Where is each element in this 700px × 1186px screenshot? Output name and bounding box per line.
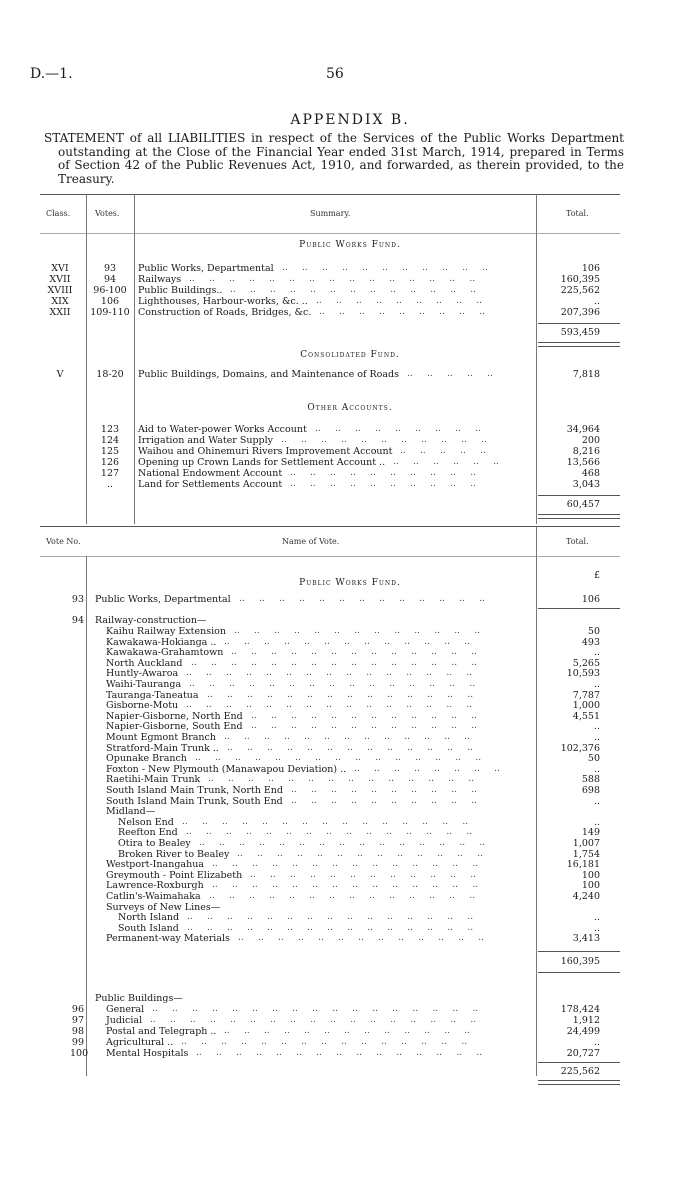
class-cell [40,468,80,479]
vote-name: Judicial [106,1015,143,1026]
class-cell: V [56,369,64,380]
vote-name: Postal and Telegraph .. [106,1026,217,1037]
summary-cell: Public Buildings.. [138,285,223,296]
total-cell: 588 [581,774,600,786]
leader-dots: .. .. .. .. .. .. .. .. .. .. .. .. .. [224,1026,485,1036]
vote-name: North Auckland [106,657,183,669]
total-cell: 149 [581,827,600,839]
total-cell: .. [593,912,600,924]
leader-dots: .. .. .. .. .. .. .. .. .. .. [290,468,491,478]
column-header-total: Total. [566,209,589,218]
total-cell: 1,000 [572,700,600,712]
vote-name: Huntly-Awaroa [106,668,179,680]
vote-name: Foxton - New Plymouth (Manawapou Deviation) .. [106,763,347,775]
table2-top-rule [40,526,620,527]
table1-top-rule [40,194,620,195]
total-cell: 698 [581,785,600,796]
leader-dots: .. .. .. .. .. .. .. .. .. [316,296,497,306]
leader-dots: .. .. .. .. .. .. .. .. .. .. .. .. .. .. .. [199,838,500,848]
leader-dots: .. .. .. .. .. [407,369,508,379]
vote-name: Waihi-Tauranga [106,679,182,690]
leader-dots: .. .. .. .. .. .. .. .. [354,764,515,774]
leader-dots: .. .. .. .. .. .. .. .. .. .. [291,796,492,806]
vote-name: Surveys of New Lines— [106,901,221,913]
total-cell [538,806,600,817]
leader-dots: .. .. .. .. .. .. .. .. .. .. .. .. [251,711,492,721]
total-cell: 493 [581,636,600,648]
class-cell [40,479,80,490]
votes-cell: 126 [100,457,120,468]
column-header-summary: Summary. [310,209,351,218]
summary-cell: Land for Settlements Account [138,479,283,490]
total-cell: 5,265 [572,657,600,669]
votes-cell: 106 [100,296,120,307]
leader-dots: .. .. .. .. .. .. .. .. .. .. .. .. .. [238,933,499,943]
leader-dots: .. .. .. .. .. .. .. .. .. .. .. .. .. .. .. [186,668,487,678]
double-rule [538,1080,620,1085]
table1-header-rule [40,233,620,234]
total-cell: 100 [581,880,600,892]
class-cell: XIX [51,296,69,307]
class-cell [40,435,80,446]
total-cell: 106 [581,263,600,274]
vote-number: 100 [70,1048,89,1059]
class-cell [40,457,80,468]
vote-name: Nelson End [118,816,174,828]
total-cell: 160,395 [560,274,600,285]
leader-dots: .. .. .. .. .. .. .. .. .. .. .. .. [250,870,491,880]
total-cell: 3,413 [572,933,600,945]
summary-cell: National Endowment Account [138,468,283,479]
vote-number: 99 [71,1037,84,1048]
leader-dots: .. .. .. .. .. .. .. .. .. .. .. .. .. .. [212,880,493,890]
vote-name: Opunake Branch [106,753,187,765]
leader-dots: .. .. .. .. .. .. .. .. .. .. .. .. .. .. .. [189,274,490,284]
votes-cell: 123 [100,424,120,435]
total-cell: 50 [587,626,600,637]
vote-name: Mount Egmont Branch [106,732,216,743]
leader-dots: .. .. .. .. .. .. .. .. .. .. .. .. .. .. .. [187,923,488,933]
column-header-name: Name of Vote. [282,537,340,546]
vote-name: Permanent-way Materials [106,933,230,945]
total-cell: 50 [587,753,600,765]
votes-cell: 93 [103,263,117,274]
votes-cell: 94 [103,274,117,285]
subtotal-rule [538,608,620,609]
vote-name: Mental Hospitals [106,1048,189,1059]
votes-cell: 18-20 [96,369,124,380]
section-title: Consolidated Fund. [300,350,400,360]
class-cell: XXII [49,307,71,318]
total-cell: 1,912 [572,1015,600,1026]
group-heading: Public Buildings— [95,993,183,1004]
leader-dots: .. .. .. .. .. .. .. .. .. .. .. .. .. [224,732,485,742]
total-cell: .. [593,296,600,307]
total-cell: 207,396 [560,307,600,318]
leader-dots: .. .. .. .. .. .. .. .. .. .. .. .. .. .. .. [187,912,488,922]
total-cell: 102,376 [560,742,600,754]
total-cell: 7,787 [572,689,600,701]
total-cell: 3,043 [572,479,600,490]
total-cell: .. [593,1037,600,1048]
total-cell: 106 [581,594,600,605]
leader-dots: .. .. .. .. .. .. .. .. .. .. [291,785,492,795]
vote-name: South Island [118,922,179,934]
total-cell: .. [593,922,600,934]
class-cell: XVII [49,274,71,285]
table2-divider [86,556,87,1076]
vote-name: Agricultural .. [106,1037,174,1048]
leader-dots: .. .. .. .. .. .. .. .. .. .. .. .. .. .. [207,690,488,700]
leader-dots: .. .. .. .. .. .. .. .. .. .. .. .. .. [231,647,492,657]
group-heading: Railway-construction— [95,615,207,626]
class-cell: XVIII [47,285,73,296]
votes-cell: 109-110 [90,307,130,318]
leader-dots: .. .. .. .. .. .. .. .. .. .. .. .. .. .. .. .. .. [152,1004,493,1014]
vote-name: Broken River to Bealey [118,848,230,860]
leader-dots: .. .. .. .. .. .. .. .. .. .. .. .. .. .. .. .. .. [150,1015,491,1025]
leader-dots: .. .. .. .. .. .. .. .. .. .. .. .. .. .. .. [191,658,492,668]
vote-number: 96 [71,1004,84,1015]
votes-cell: 125 [100,446,120,457]
subtotal-cell: 593,459 [560,327,600,338]
statement-paragraph [44,132,624,186]
total-cell: 1,754 [572,848,600,860]
table2-divider [536,526,537,1076]
leader-dots: .. .. .. .. .. .. .. .. .. .. .. .. .. [227,743,488,753]
total-cell: 468 [581,468,600,479]
double-rule [538,514,620,519]
leader-dots: .. .. .. .. .. .. .. .. .. .. .. .. .. [239,594,500,604]
leader-dots: .. .. .. .. .. .. .. .. .. .. .. .. .. .. [208,774,489,784]
vote-number: 93 [71,594,84,605]
total-cell: .. [593,647,600,659]
vote-name: Otira to Bealey [118,838,191,849]
column-header-class: Class. [46,209,71,218]
leader-dots: .. .. .. .. .. .. .. .. .. .. .. [282,263,503,273]
subtotal-rule [538,1062,620,1063]
double-rule [538,342,620,347]
leader-dots: .. .. .. .. .. .. .. .. .. .. .. .. .. .. [209,891,490,901]
summary-cell: Public Works, Departmental [138,263,274,274]
leader-dots: .. .. .. .. .. .. .. .. .. .. .. .. .. [237,849,498,859]
leader-dots: .. .. .. .. .. .. .. .. .. .. .. .. .. .. .. [195,753,496,763]
total-cell: 100 [581,869,600,881]
votes-cell: 96-100 [93,285,127,296]
leader-dots: .. .. .. .. .. .. .. .. .. .. .. .. .. .. .. [182,817,483,827]
vote-name: Raetihi-Main Trunk [106,774,201,786]
votes-cell: .. [106,479,114,490]
summary-cell: Opening up Crown Lands for Settlement Account .. [138,457,386,468]
leader-dots: .. .. .. .. .. .. .. .. .. .. .. .. .. [234,626,495,636]
leader-dots: .. .. .. .. .. .. .. .. .. .. .. .. .. [224,637,485,647]
leader-dots: .. .. .. .. .. .. .. .. .. .. [290,479,491,489]
statement-text: STATEMENT of all LIABILITIES in respect of the Services of the Public Works Department outstanding at the Close of the Financial Year ended 31st March, 1914, prepared in Terms of Section 42 of the Public Revenues Act, 1910, and forwarded, as therein provided, to the Treasury. [44,131,624,186]
total-cell [538,902,600,913]
total-cell: .. [593,763,600,775]
currency-symbol: £ [593,570,600,581]
total-cell: 1,007 [572,838,600,849]
total-cell: 7,818 [572,369,600,380]
section-title: Other Accounts. [307,403,393,413]
leader-dots: .. .. .. .. .. .. .. .. .. .. .. [281,435,502,445]
section-title: Public Works Fund. [299,578,401,588]
total-cell: .. [593,679,600,690]
table2-header-rule [40,556,620,557]
total-cell: 178,424 [560,1004,600,1015]
leader-dots: .. .. .. .. .. .. .. .. .. .. .. .. .. .. [212,859,493,869]
vote-name: Kawakawa-Hokianga .. [106,636,217,648]
vote-name: North Island [118,912,180,924]
leader-dots: .. .. .. .. .. .. .. .. .. .. .. .. .. .. .. [196,1048,497,1058]
summary-cell: Irrigation and Water Supply [138,435,274,446]
leader-dots: .. .. .. .. .. .. .. .. .. [319,307,500,317]
class-cell: XVI [51,263,69,274]
summary-cell: Waihou and Ohinemuri Rivers Improvement Account [138,446,393,457]
column-header-votes: Votes. [95,209,120,218]
total-cell: 4,240 [572,891,600,902]
subtotal-rule [538,951,620,952]
total-cell: 4,551 [572,710,600,722]
vote-name: Catlin's-Waimahaka [106,891,201,902]
subtotal-cell: 160,395 [560,956,600,967]
leader-dots: .. .. .. .. .. .. .. .. .. .. .. .. .. .. .. [189,679,490,689]
document-reference: D.—1. [30,66,73,82]
vote-name: Tauranga-Taneatua [106,689,199,701]
summary-cell: Lighthouses, Harbour-works, &c. .. [138,296,308,307]
class-cell [40,424,80,435]
subtotal-rule [538,323,620,324]
subtotal-rule [538,972,620,973]
total-cell: 10,593 [566,668,600,680]
column-header-vote-no: Vote No. [46,537,81,546]
vote-name: Napier-Gisborne, South End [106,721,243,733]
vote-name: Napier-Gisborne, North End [106,710,243,722]
total-cell: 34,964 [566,424,600,435]
vote-name: Reefton End [118,827,178,839]
leader-dots: .. .. .. .. .. [400,446,501,456]
subtotal-cell: 225,562 [560,1066,600,1077]
summary-cell: Construction of Roads, Bridges, &c. [138,307,312,318]
subtotal-rule [538,495,620,496]
total-cell: 200 [581,435,600,446]
vote-name: Public Works, Departmental [95,594,231,605]
vote-name: Westport-Inangahua [106,859,204,871]
total-cell: 20,727 [566,1048,600,1059]
vote-name: Greymouth - Point Elizabeth [106,869,243,881]
subtotal-cell: 60,457 [566,499,600,510]
class-cell [40,446,80,457]
vote-name: Stratford-Main Trunk .. [106,742,219,754]
leader-dots: .. .. .. .. .. .. .. .. .. .. .. .. .. .. .. [181,1037,482,1047]
summary-cell: Public Buildings, Domains, and Maintenance of Roads [138,369,399,380]
total-cell: .. [593,721,600,733]
vote-name: Gisborne-Motu [106,700,179,712]
vote-name: Kawakawa-Grahamtown [106,647,224,659]
votes-cell: 124 [100,435,120,446]
section-title: Public Works Fund. [299,240,401,250]
vote-name: Midland— [106,806,156,818]
vote-number: 94 [71,615,84,626]
total-cell: 8,216 [572,446,600,457]
vote-name: South Island Main Trunk, North End [106,785,283,796]
summary-cell: Aid to Water-power Works Account [138,424,307,435]
total-cell: 13,566 [566,457,600,468]
vote-name: South Island Main Trunk, South End [106,795,283,807]
vote-number: 98 [71,1026,84,1037]
leader-dots: .. .. .. .. .. .. .. .. .. .. .. .. [251,721,492,731]
leader-dots: .. .. .. .. .. .. .. .. .. [315,424,496,434]
total-cell: 225,562 [560,285,600,296]
total-cell: .. [593,732,600,743]
page-number: 56 [326,66,344,82]
total-cell: 16,181 [566,859,600,871]
votes-cell: 127 [100,468,120,479]
leader-dots: .. .. .. .. .. .. .. .. .. .. .. .. .. .. .. [186,700,487,710]
vote-name: Lawrence-Roxburgh [106,880,204,892]
leader-dots: .. .. .. .. .. .. [393,457,514,467]
vote-number: 97 [71,1015,84,1026]
vote-name: General [106,1004,145,1015]
leader-dots: .. .. .. .. .. .. .. .. .. .. .. .. .. [230,285,491,295]
leader-dots: .. .. .. .. .. .. .. .. .. .. .. .. .. .. .. [186,827,487,837]
summary-cell: Railways [138,274,182,285]
total-cell: .. [593,795,600,807]
appendix-title: APPENDIX B. [290,112,410,128]
total-cell: 24,499 [566,1026,600,1037]
column-header-total: Total. [566,537,589,546]
total-cell: .. [593,816,600,828]
vote-name: Kaihu Railway Extension [106,626,226,637]
